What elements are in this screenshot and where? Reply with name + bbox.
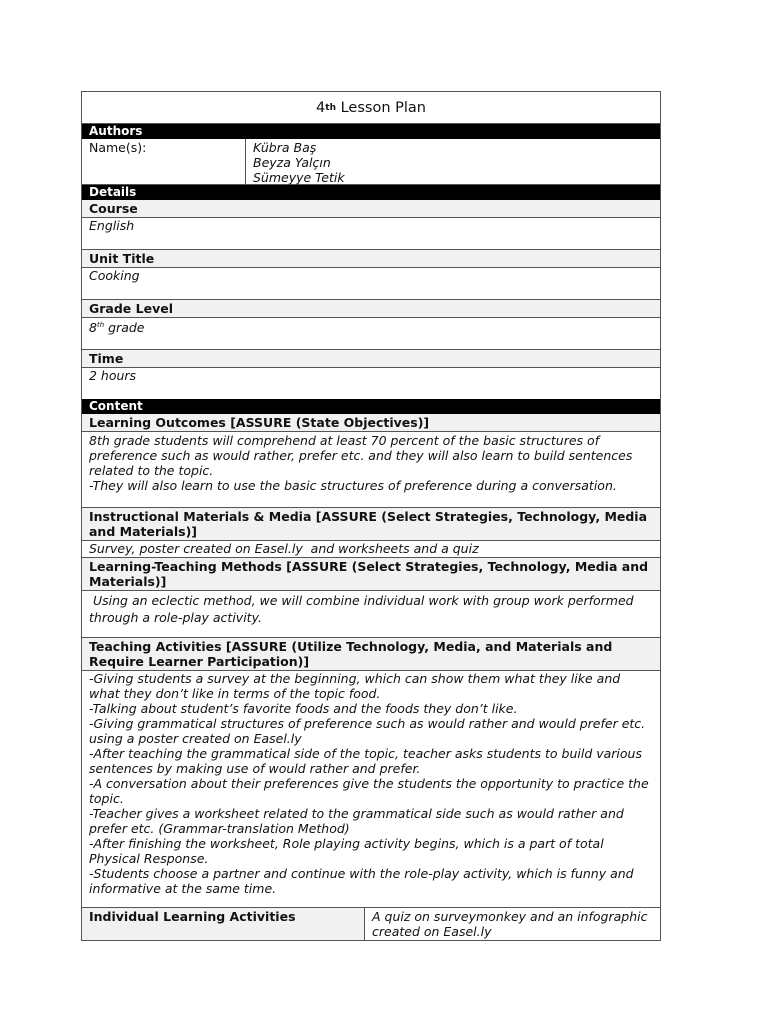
grade-text: grade [104,320,145,335]
time-value: 2 hours [89,368,137,383]
individual-line: created on Easel.ly [372,924,492,939]
learning-outcomes-value [82,432,660,507]
activity-line: -Students choose a partner and continue with the role-play activity, which is funny and [89,866,634,881]
activity-line: prefer etc. (Grammar-translation Method) [89,821,350,836]
unit-title-header: Unit Title [82,249,660,268]
content-section-bar: Content [82,399,660,414]
course-header: Course [82,200,660,218]
author-name: Sümeyye Tetik [253,170,345,185]
author-name: Kübra Baş [253,140,317,155]
individual-line: A quiz on surveymonkey and an infographic [372,909,648,924]
activity-line: Physical Response. [89,851,209,866]
individual-learning-header: Individual Learning Activities [82,908,365,940]
names-list [246,139,352,184]
title-superscript: th [325,102,336,113]
title-number: 4 [316,99,326,116]
authors-section-bar: Authors [82,124,660,139]
teaching-activities-header [82,637,660,671]
unit-title-value: Cooking [89,268,140,283]
methods-header-line: Learning-Teaching Methods [ASSURE (Select Strategies, Technology, Media and [89,559,649,574]
activity-line: -After teaching the grammatical side of the topic, teacher asks students to build various [89,746,642,761]
methods-header-line: Materials)] [89,574,167,589]
activities-header-line: Require Learner Participation)] [89,654,310,669]
activity-line: -A conversation about their preferences give the students the opportunity to practice the [89,776,649,791]
outcome-line: -They will also learn to use the basic structures of preference during a conversation. [89,478,617,493]
lesson-plan-document [81,91,661,941]
document-title [82,92,660,124]
individual-learning-value [365,908,654,940]
outcome-line: preference such as would rather, prefer etc. and they will also learn to build sentences [89,448,633,463]
activities-header-line: Teaching Activities [ASSURE (Utilize Technology, Media, and Materials and [89,639,613,654]
methods-line: Using an eclectic method, we will combine individual work with group work performed [89,593,634,608]
outcome-line: related to the topic. [89,463,214,478]
activity-line: informative at the same time. [89,881,277,896]
names-label: Name(s): [82,139,246,184]
time-header: Time [82,349,660,368]
learning-outcomes-header: Learning Outcomes [ASSURE (State Objectives)] [82,414,660,432]
activity-line: -Talking about student’s favorite foods and the foods they don’t like. [89,701,518,716]
grade-number: 8 [89,320,97,335]
activity-line: sentences by making use of would rather and prefer. [89,761,421,776]
individual-learning-row [82,907,660,940]
instructional-materials-header [82,507,660,541]
activity-line: using a poster created on Easel.ly [89,731,302,746]
outcome-line: 8th grade students will comprehend at least 70 percent of the basic structures of [89,433,600,448]
teaching-activities-value [82,671,660,907]
course-value: English [89,218,135,233]
activity-line: -After finishing the worksheet, Role playing activity begins, which is a part of total [89,836,604,851]
teaching-methods-header [82,557,660,591]
methods-line: through a role-play activity. [89,610,262,625]
activity-line: -Giving students a survey at the beginning, which can show them what they like and [89,671,621,686]
materials-header-line: Instructional Materials & Media [ASSURE (Select Strategies, Technology, Media [89,509,648,524]
details-section-bar: Details [82,185,660,200]
grade-superscript: th [96,321,105,329]
author-name: Beyza Yalçın [253,155,331,170]
title-text: Lesson Plan [335,99,426,116]
activity-line: -Teacher gives a worksheet related to the grammatical side such as would rather and [89,806,624,821]
teaching-methods-value [82,591,660,637]
grade-level-value [82,318,660,349]
activity-line: topic. [89,791,124,806]
activity-line: -Giving grammatical structures of preference such as would rather and would prefer etc. [89,716,646,731]
grade-level-header: Grade Level [82,299,660,318]
materials-header-line: and Materials)] [89,524,197,539]
authors-names-row [82,139,660,185]
activity-line: what they don’t like in terms of the topic food. [89,686,381,701]
instructional-materials-value: Survey, poster created on Easel.ly and worksheets and a quiz [89,541,479,556]
